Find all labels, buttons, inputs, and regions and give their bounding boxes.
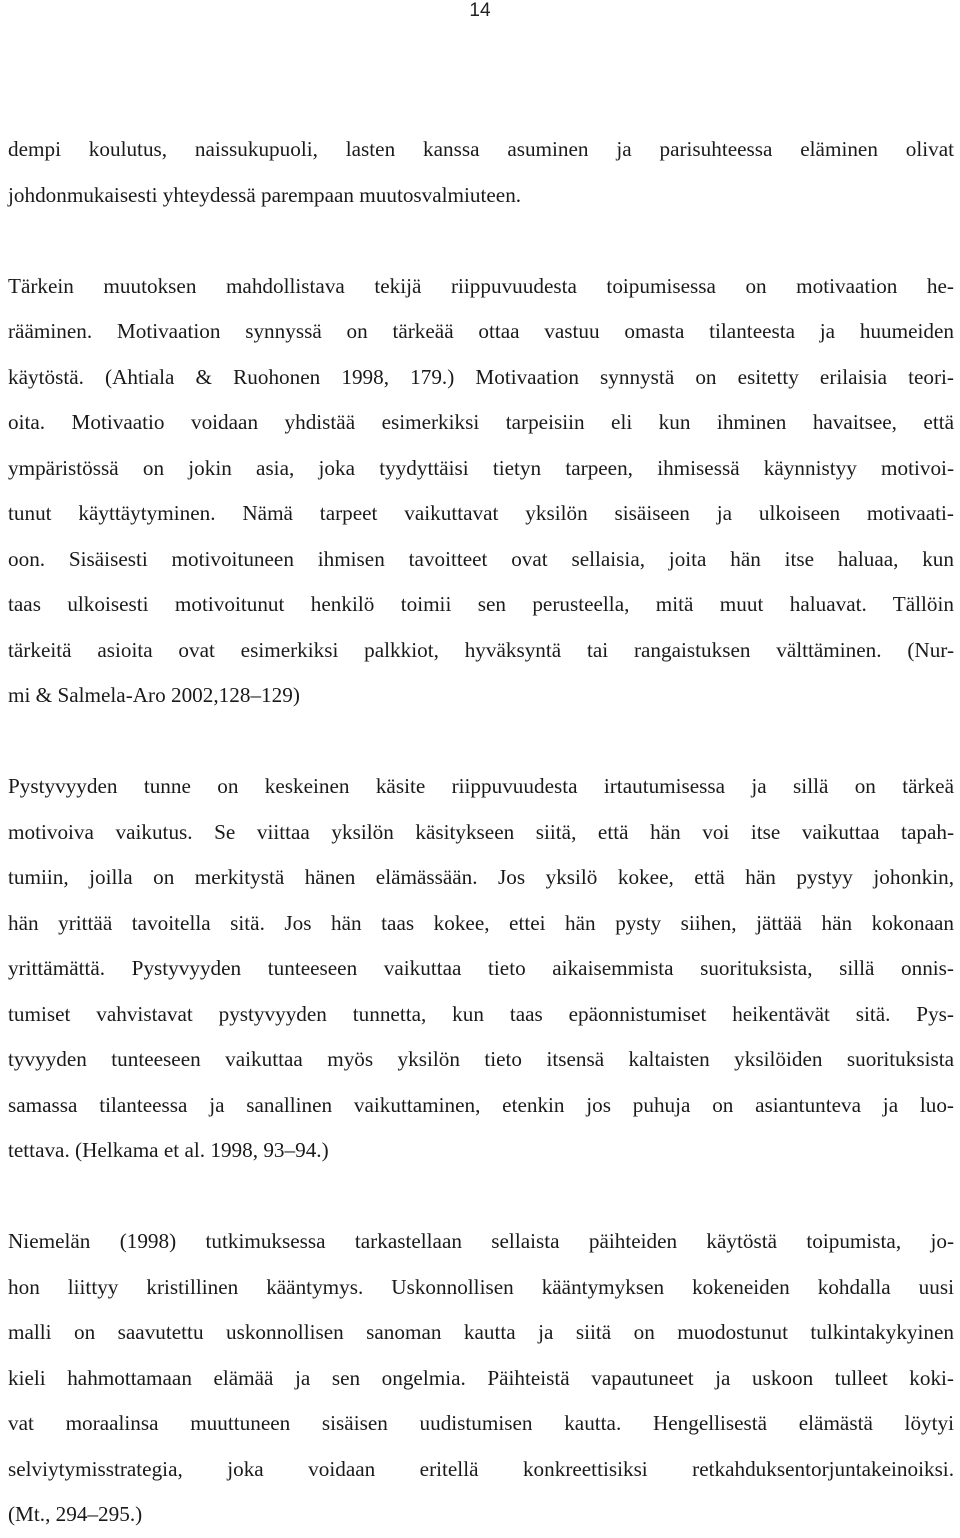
text-line: samassa tilanteessa ja sanallinen vaikuttaminen, etenkin jos puhuja on asiantunteva ja luo- — [8, 1092, 954, 1117]
text-line: (Mt., 294–295.) — [8, 1502, 143, 1526]
paragraph-3 — [8, 764, 954, 1174]
text-line: vat moraalinsa muuttuneen sisäisen uudistumisen kautta. Hengellisestä elämästä löytyi — [8, 1411, 954, 1435]
document-body — [8, 127, 954, 1538]
text-line: hän yrittää tavoitella sitä. Jos hän taas kokee, ettei hän pysty siihen, jättää hän kokonaan — [8, 910, 954, 935]
text-line: tärkeitä asioita ovat esimerkiksi palkkiot, hyväksyntä tai rangaistuksen välttäminen. (Nur- — [8, 637, 954, 662]
text-line: dempi koulutus, naissukupuoli, lasten kanssa asuminen ja parisuhteessa eläminen olivat — [8, 137, 954, 161]
text-line: mi & Salmela-Aro 2002,128–129) — [8, 683, 300, 707]
text-line: tunut käyttäytyminen. Nämä tarpeet vaikuttavat yksilön sisäiseen ja ulkoiseen motivaati- — [8, 501, 954, 525]
text-line: oita. Motivaatio voidaan yhdistää esimerkiksi tarpeisiin eli kun ihminen havaitsee, että — [8, 410, 954, 434]
text-line: johdonmukaisesti yhteydessä parempaan muutosvalmiuteen. — [8, 182, 522, 207]
paragraph-1 — [8, 127, 954, 218]
text-line: malli on saavutettu uskonnollisen sanoman kautta ja siitä on muodostunut tulkintakykyinen — [8, 1320, 954, 1344]
text-line: Tärkein muutoksen mahdollistava tekijä riippuvuudesta toipumisessa on motivaation he- — [8, 273, 954, 298]
paragraph-2 — [8, 264, 954, 719]
paragraph-4 — [8, 1219, 954, 1538]
text-line: yrittämättä. Pystyvyyden tunteeseen vaikuttaa tieto aikaisemmista suorituksista, sillä onnis- — [8, 956, 954, 980]
text-line: Pystyvyyden tunne on keskeinen käsite riippuvuudesta irtautumisessa ja sillä on tärkeä — [8, 774, 954, 798]
text-line: rääminen. Motivaation synnyssä on tärkeää ottaa vastuu omasta tilanteesta ja huumeiden — [8, 319, 954, 343]
text-line: selviytymisstrategia, joka voidaan eritellä konkreettisiksi retkahduksentorjuntakeinoiksi. — [8, 1456, 954, 1481]
text-line: käytöstä. (Ahtiala & Ruohonen 1998, 179.) Motivaation synnystä on esitetty erilaisia teori- — [8, 364, 954, 389]
text-line: tumiset vahvistavat pystyvyyden tunnetta, kun taas epäonnistumiset heikentävät sitä. Pys- — [8, 1001, 954, 1026]
text-line: taas ulkoisesti motivoitunut henkilö toimii sen perusteella, mitä muut haluavat. Tällöin — [8, 592, 954, 616]
paragraph-gap — [8, 1174, 954, 1220]
text-line: kieli hahmottamaan elämää ja sen ongelmia. Päihteistä vapautuneet ja uskoon tulleet koki- — [8, 1365, 954, 1390]
text-line: tumiin, joilla on merkitystä hänen elämässään. Jos yksilö kokee, että hän pystyy johonkin, — [8, 865, 954, 889]
text-line: hon liittyy kristillinen kääntymys. Uskonnollisen kääntymyksen kokeneiden kohdalla uusi — [8, 1274, 954, 1299]
text-line: ympäristössä on jokin asia, joka tyydyttäisi tietyn tarpeen, ihmisessä käynnistyy motivoi- — [8, 455, 954, 480]
paragraph-gap — [8, 218, 954, 264]
text-line: Niemelän (1998) tutkimuksessa tarkastellaan sellaista päihteiden käytöstä toipumista, jo- — [8, 1229, 954, 1253]
text-line: tyvyyden tunteeseen vaikuttaa myös yksilön tieto itsensä kaltaisten yksilöiden suorituksista — [8, 1047, 954, 1071]
paragraph-gap — [8, 719, 954, 765]
page-number: 14 — [469, 0, 491, 21]
text-line: oon. Sisäisesti motivoituneen ihmisen tavoitteet ovat sellaisia, joita hän itse haluaa, kun — [8, 546, 954, 571]
text-line: tettava. (Helkama et al. 1998, 93–94.) — [8, 1138, 329, 1162]
text-line: motivoiva vaikutus. Se viittaa yksilön käsitykseen siitä, että hän voi itse vaikuttaa tapah- — [8, 819, 954, 844]
